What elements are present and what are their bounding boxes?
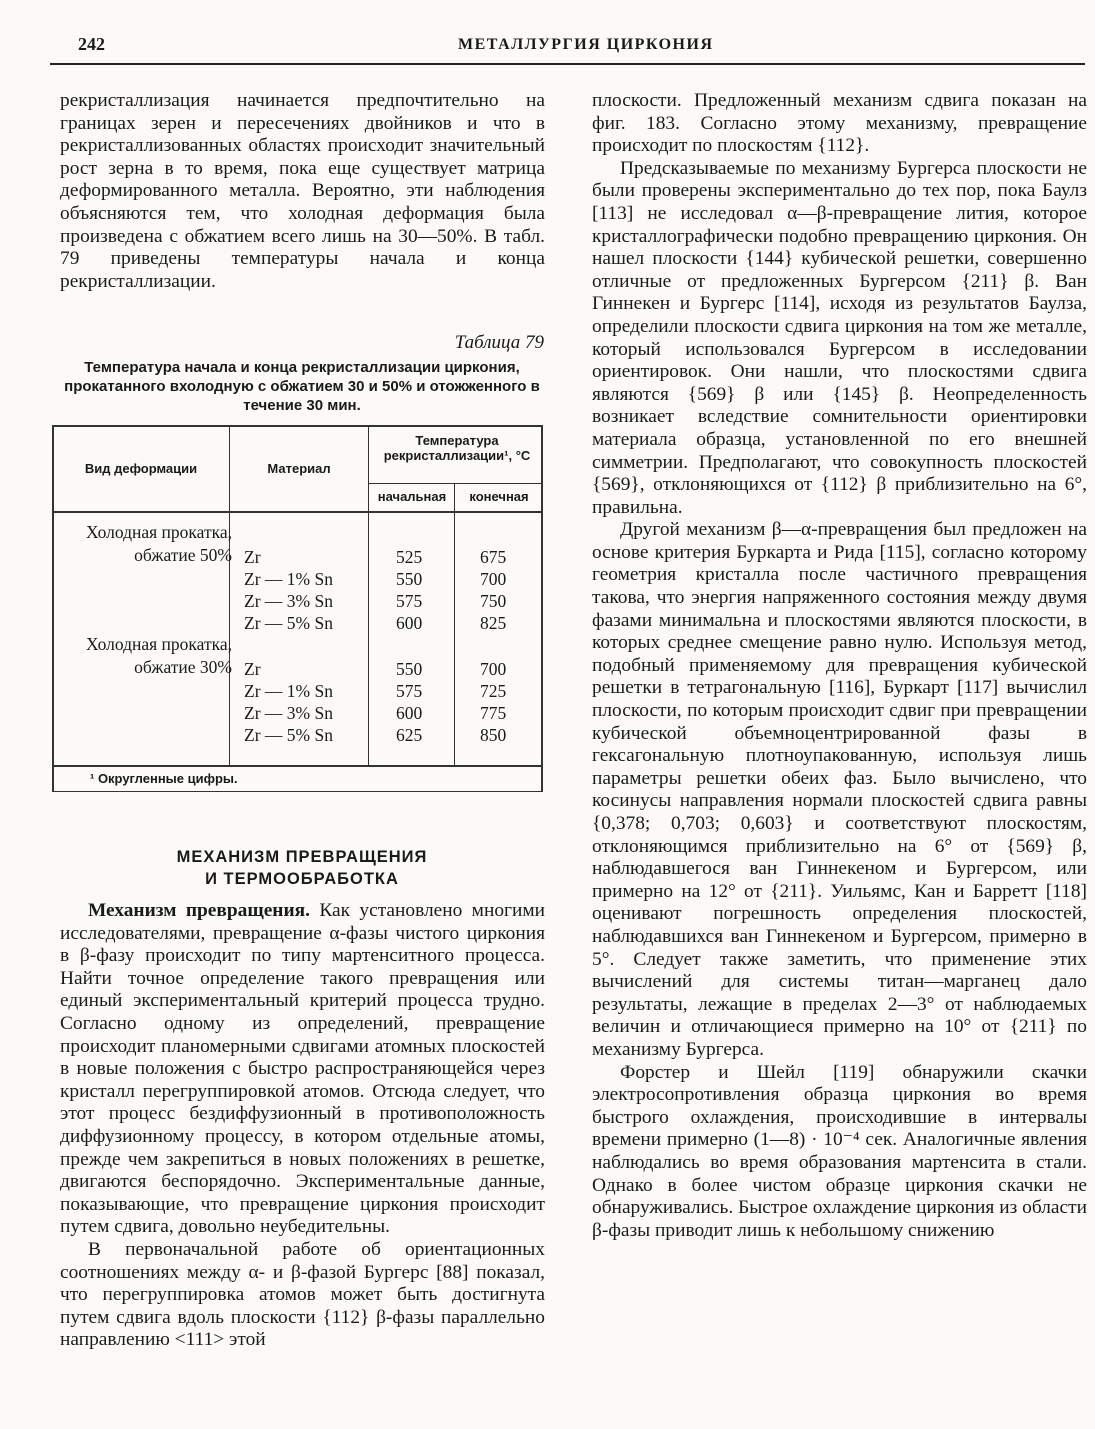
header-start: начальная (377, 489, 447, 504)
table-bottom-rule (52, 765, 542, 767)
header-temperature: Температура рекристаллизации¹, °C (383, 433, 531, 463)
row-end: 700 (480, 659, 507, 679)
table-left-border (52, 425, 54, 792)
paragraph-mechanism-text: Как установлено многими исследователями, превращение α-фазы чистого циркония в β-фазу происходит по типу мартенситного процесса. Найти точное определение такого превращения или единый экспериментальный критерий процесса трудно. Согласно одному из определений, превращение происходит планомерными сдвигами атомных плоскостей в новые положения с быстро распространяющейся через кристалл перегруппировкой атомов. Отсюда следует, что этот процесс бездиффузионный в противоположность диффузионному процессу, в котором отдельные атомы, прежде чем закрепиться в новых положениях в решетке, двигаются беспорядочно. Экспериментальные данные, показывающие, что превращение циркония происходит путем сдвига, довольно неубедительны. (60, 900, 546, 1238)
row-material: Zr — 5% Sn (244, 613, 333, 633)
left-column-bottom (60, 900, 545, 1352)
row-material: Zr — 3% Sn (244, 703, 333, 723)
running-title: МЕТАЛЛУРГИЯ ЦИРКОНИЯ (458, 36, 714, 53)
header-rule (50, 63, 1085, 65)
table-footnote-rule (52, 791, 542, 792)
row-material: Zr — 5% Sn (244, 725, 333, 745)
row-start: 525 (396, 547, 423, 567)
row-material: Zr — 3% Sn (244, 591, 333, 611)
row-end: 675 (480, 547, 507, 567)
runin-heading: Механизм превращения. (88, 900, 310, 921)
paragraph-mechanism (60, 900, 545, 1239)
page-header (78, 34, 1078, 62)
section-heading (60, 846, 544, 890)
table-right-border (541, 425, 543, 792)
row-start: 600 (396, 703, 423, 723)
row-end: 775 (480, 703, 507, 723)
row-end: 725 (480, 681, 507, 701)
paragraph-predicted-planes: Предсказываемые по механизму Бургерса плоскости не были проверены экспериментально до тех пор, пока Баулз [113] не исследовал α—β-превращение лития, которое кристаллографически подобно превращению циркония. Он нашел плоскости {144} кубической решетки, совершенно отличные от предложенных Бургерсом {211} β. Ван Гиннекен и Бургерс [114], исходя из результатов Баулза, определили плоскости сдвига циркония на том же металле, который использовался Бургерсом в исследовании ориентировок. Они нашли, что плоскостями сдвига являются {569} β или {145} β. Неопределенность возникает вследствие сомнительности ориентировки материала образца, установленной по его внешней симметрии. Предполагают, что совокупность плоскостей {569}, отклоняющихся от {112} β приблизительно на 6°, правильна. (592, 157, 1087, 518)
recrystallization-table (52, 425, 542, 793)
table-divider-1 (229, 425, 230, 765)
table-subheader-rule (368, 483, 542, 484)
row-start: 575 (396, 591, 423, 611)
group-50: Холодная прокатка, обжатие 50% (86, 522, 232, 565)
row-material: Zr (244, 547, 261, 567)
header-material: Материал (267, 461, 331, 476)
row-end: 700 (480, 569, 507, 589)
section-title-line1: МЕХАНИЗМ ПРЕВРАЩЕНИЯ (176, 848, 428, 866)
page-number: 242 (78, 34, 105, 54)
header-deformation: Вид деформации (84, 461, 198, 476)
table-caption: Температура начала и конца рекристаллизации циркония, прокатанного вхолодную с обжатием 30 и 50% и отожженного в течение 30 мин. (64, 359, 540, 414)
group-30: Холодная прокатка, обжатие 30% (86, 634, 232, 677)
table-footnote: ¹ Округленные цифры. (90, 771, 238, 786)
row-material: Zr — 1% Sn (244, 681, 333, 701)
table-label: Таблица 79 (454, 332, 544, 353)
paragraph-burgers: В первоначальной работе об ориентационных соотношениях между α- и β-фазой Бургерс [88] показал, что перегруппировка атомов может быть достигнута путем сдвига вдоль плоскости {112} β-фазы параллельно направлению <111> этой (60, 1238, 545, 1351)
row-start: 575 (396, 681, 423, 701)
row-start: 600 (396, 613, 423, 633)
row-material: Zr — 1% Sn (244, 569, 333, 589)
row-end: 750 (480, 591, 507, 611)
table-top-rule (52, 425, 542, 427)
table-divider-2 (368, 425, 369, 765)
row-end: 850 (480, 725, 507, 745)
table-divider-3 (454, 483, 455, 765)
row-start: 550 (396, 659, 423, 679)
row-start: 625 (396, 725, 423, 745)
row-material: Zr (244, 659, 261, 679)
section-title-line2: И ТЕРМООБРАБОТКА (205, 870, 399, 888)
table-header-rule (52, 511, 542, 513)
left-column-top (60, 90, 545, 293)
row-start: 550 (396, 569, 423, 589)
row-end: 825 (480, 613, 507, 633)
header-end: конечная (469, 489, 529, 504)
paragraph-other-mechanism: Другой механизм β—α-превращения был предложен на основе критерия Буркарта и Рида [115], согласно которому геометрия кристалла после частичного превращения такова, что энергия напряженного состояния между двумя фазами минимальна и плоскостями являются плоскости, в которых среднее смещение равно нулю. Используя метод, подобный применяемому для превращения кубической решетки в тетрагональную [116], Буркарт [117] вычислил плоскости, по которым происходит сдвиг при превращении кубической объемноцентрированной фазы в гексагональную плотноупакованную, используя лишь параметры решетки обеих фаз. Было вычислено, что косинусы направления нормали плоскостей сдвига равны {0,378; 0,703; 0,603} и соответствуют плоскостям, отклоняющимся приблизительно на 6° от {569} β, наблюдавшегося ван Гиннекеном и Бургерсом, или примерно на 12° от {211}. Уильямс, Кан и Барретт [118] оценивают погрешность определения плоскостей, наблюдавшихся ван Гиннекеном и Бургерсом, примерно в 5°. Следует также заметить, что применение этих вычислений для системы титан—марганец дало результаты, лежащие в пределах 2—3° от наблюдаемых величин и отличающиеся примерно на 10° от {211} по механизму Бургерса. (592, 519, 1087, 1060)
right-column (592, 90, 1087, 1242)
paragraph-shear-mechanism: плоскости. Предложенный механизм сдвига показан на фиг. 183. Согласно этому механизму, превращение происходит по плоскостям {112}. (592, 90, 1087, 157)
paragraph-forster-scheil: Форстер и Шейл [119] обнаружили скачки электросопротивления образца циркония во время быстрого охлаждения, происходившие в интервалы времени примерно (1—8) · 10⁻⁴ сек. Аналогичные явления наблюдались во время образования мартенсита в стали. Однако в более чистом образце циркония скачки не обнаруживались. Быстрое охлаждение циркония из области β-фазы приводит лишь к небольшому снижению (592, 1061, 1087, 1241)
paragraph-recrystallization: рекристаллизация начинается предпочтительно на границах зерен и пересечениях двойников и что в рекристаллизованных областях происходит значительный рост зерна в то время, пока еще существует матрица деформированного металла. Вероятно, эти наблюдения объясняются тем, что холодная деформация была произведена с обжатием всего лишь на 30—50%. В табл. 79 приведены температуры начала и конца рекристаллизации. (60, 90, 545, 292)
